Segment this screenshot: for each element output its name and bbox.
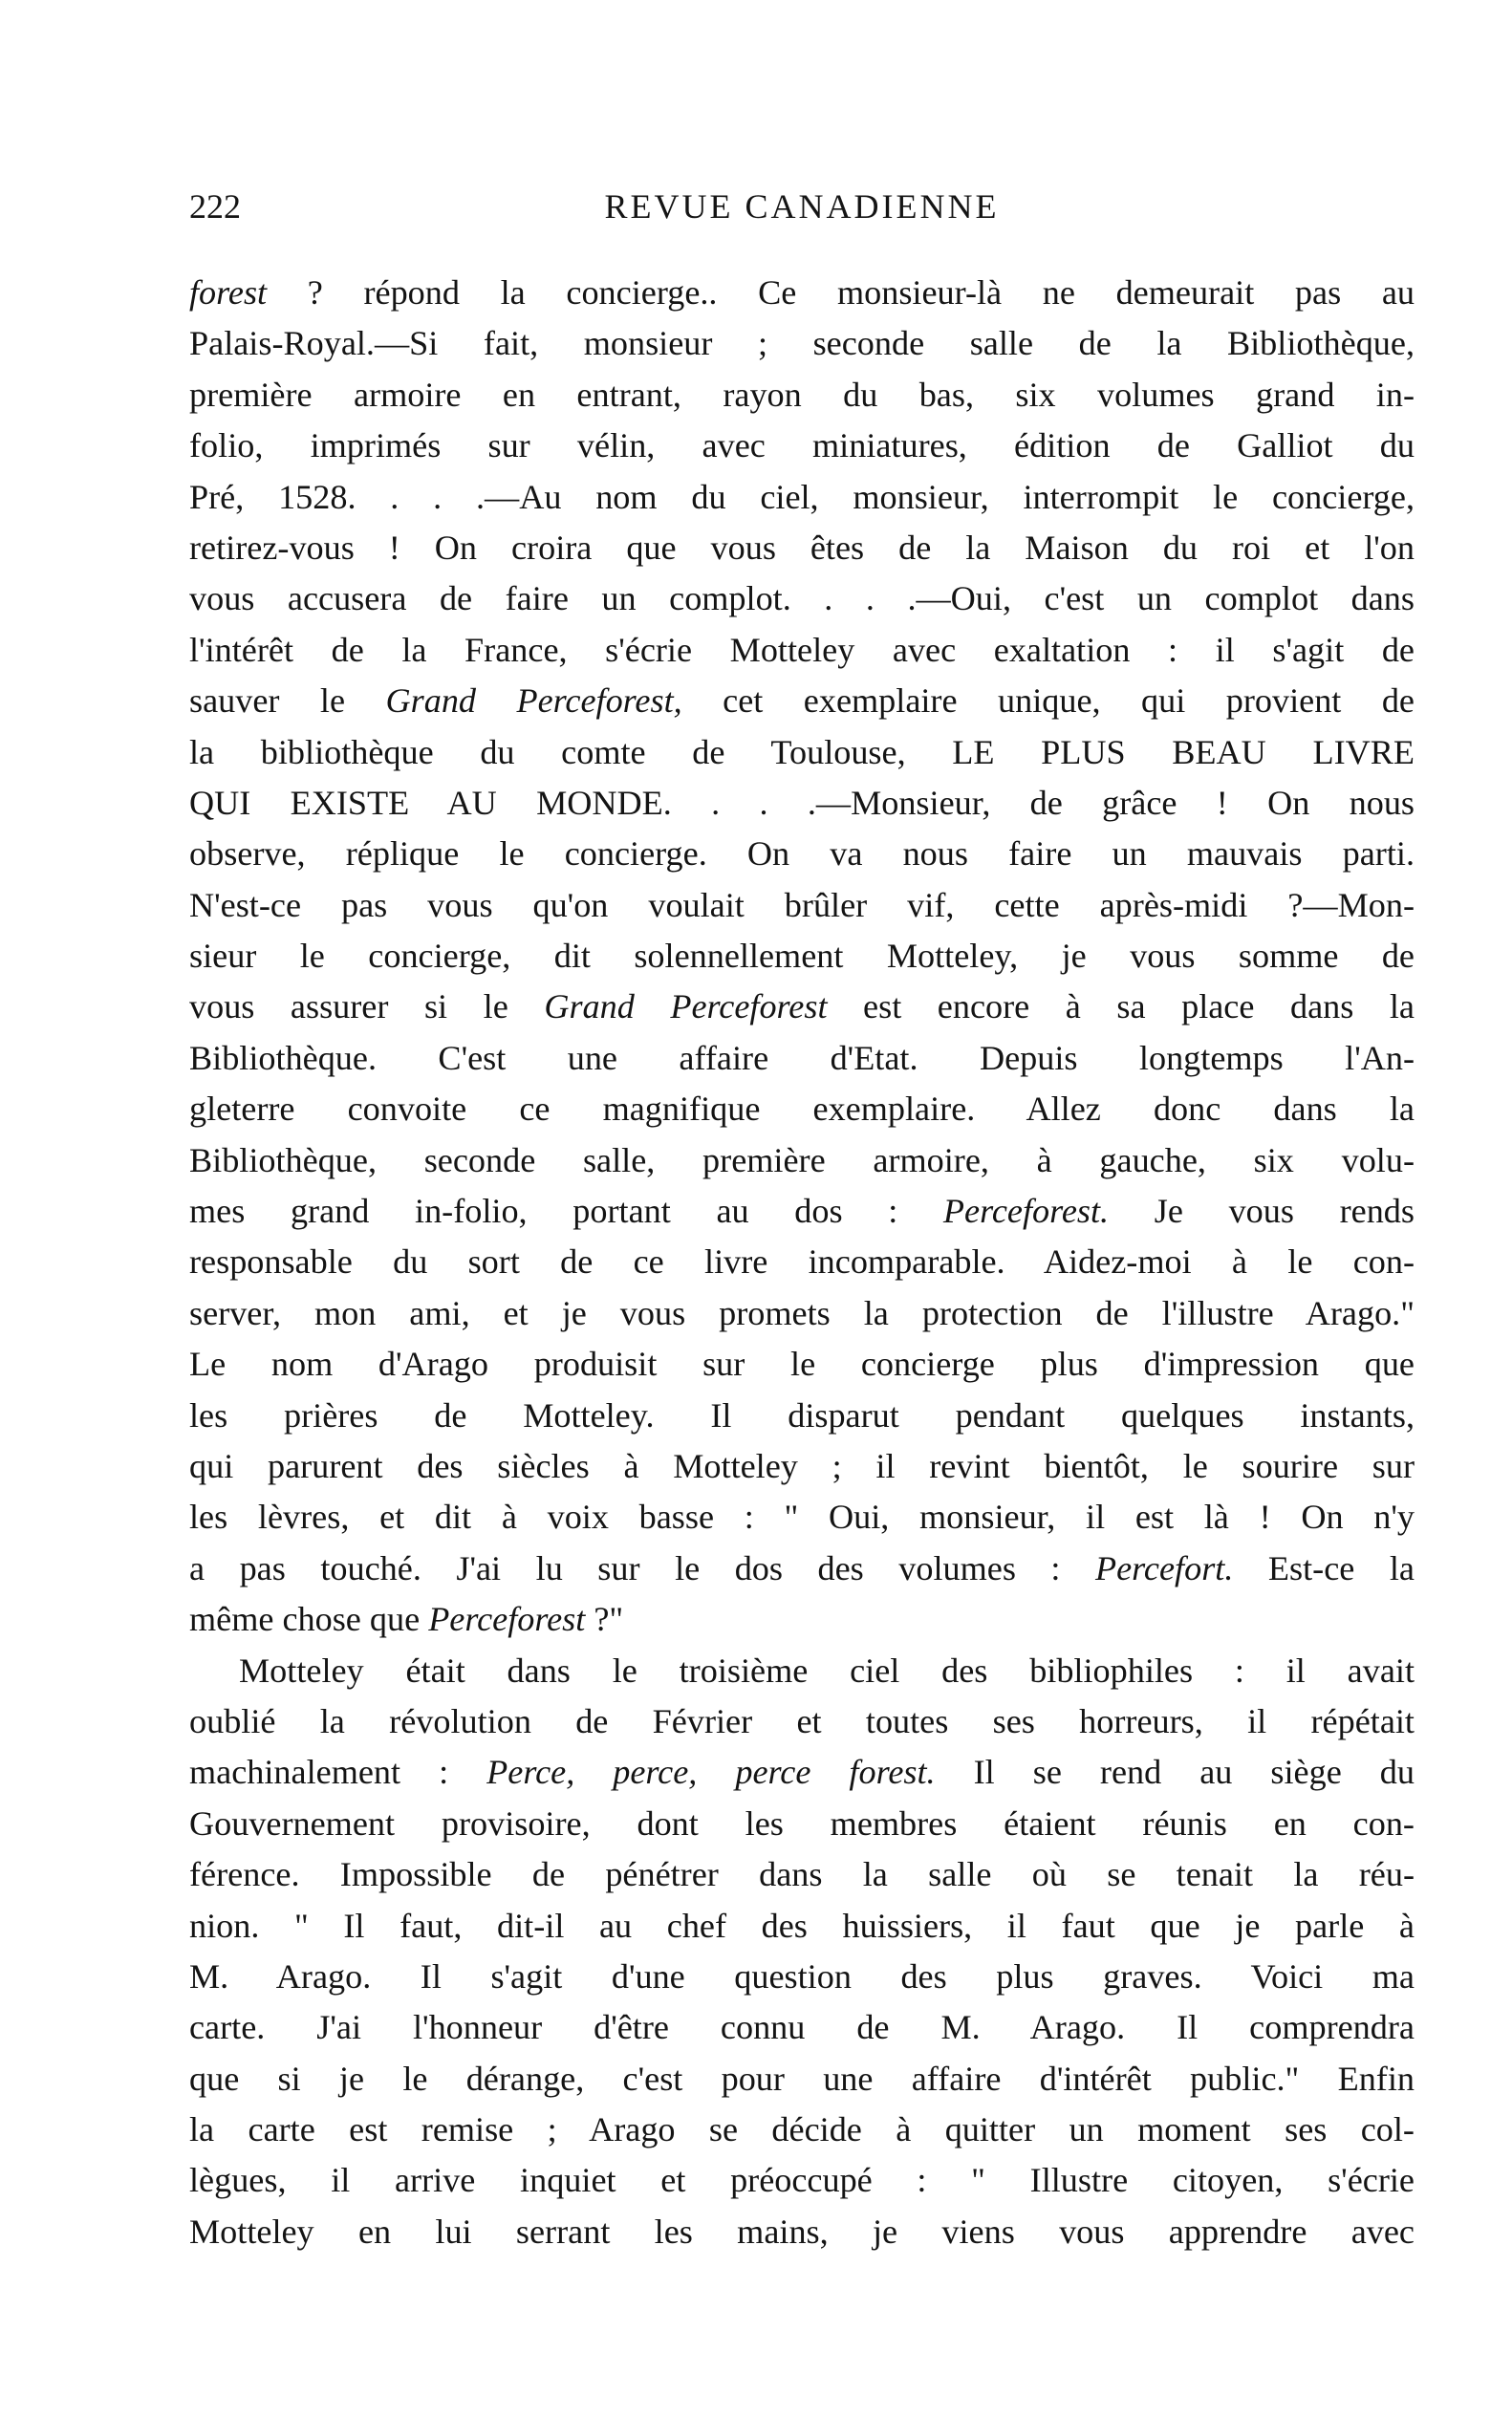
text-line: qui parurent des siècles à Motteley ; il revint bientôt, le sourire sur	[189, 1446, 1415, 1485]
text-line: mes grand in-folio, portant au dos : Perceforest. Je vous rends	[189, 1192, 1415, 1231]
text-line: oublié la révolution de Février et toutes ses horreurs, il répétait	[189, 1701, 1415, 1740]
text-line: folio, imprimés sur vélin, avec miniatures, édition de Galliot du	[189, 426, 1415, 465]
text-line: QUI EXISTE AU MONDE. . . .—Monsieur, de grâce ! On nous	[189, 783, 1415, 822]
text-line: Gouvernement provisoire, dont les membres étaient réunis en con-	[189, 1803, 1415, 1843]
text-line: retirez-vous ! On croira que vous êtes de la Maison du roi et l'on	[189, 528, 1415, 567]
text-line: vous assurer si le Grand Perceforest est encore à sa place dans la	[189, 987, 1415, 1026]
text-line: Le nom d'Arago produisit sur le concierge plus d'impression que	[189, 1345, 1415, 1384]
text-line: server, mon ami, et je vous promets la protection de l'illustre Arago."	[189, 1293, 1415, 1332]
text-line: la bibliothèque du comte de Toulouse, LE PLUS BEAU LIVRE	[189, 732, 1415, 771]
text-line: sieur le concierge, dit solennellement Motteley, je vous somme de	[189, 937, 1415, 976]
page-header	[189, 184, 1415, 229]
text-line: même chose que Perceforest ?"	[189, 1600, 624, 1639]
text-line: carte. J'ai l'honneur d'être connu de M. Arago. Il comprendra	[189, 2008, 1415, 2047]
text-line: a pas touché. J'ai lu sur le dos des volumes : Percefort. Est-ce la	[189, 1548, 1415, 1587]
text-line: machinalement : Perce, perce, perce forest. Il se rend au siège du	[189, 1753, 1415, 1792]
text-line: lègues, il arrive inquiet et préoccupé : " Illustre citoyen, s'écrie	[189, 2161, 1415, 2200]
text-line: N'est-ce pas vous qu'on voulait brûler vif, cette après-midi ?—Mon-	[189, 885, 1415, 924]
text-line: les lèvres, et dit à voix basse : " Oui, monsieur, il est là ! On n'y	[189, 1498, 1415, 1537]
running-head: REVUE CANADIENNE	[604, 187, 1000, 226]
text-line: Bibliothèque. C'est une affaire d'Etat. Depuis longtemps l'An-	[189, 1038, 1415, 1077]
text-line: observe, réplique le concierge. On va nous faire un mauvais parti.	[189, 834, 1415, 874]
text-line: nion. " Il faut, dit-il au chef des huissiers, il faut que je parle à	[189, 1906, 1415, 1945]
text-line: Motteley en lui serrant les mains, je viens vous apprendre avec	[189, 2212, 1415, 2251]
text-line: M. Arago. Il s'agit d'une question des plus graves. Voici ma	[189, 1956, 1415, 1996]
text-line: sauver le Grand Perceforest, cet exemplaire unique, qui provient de	[189, 681, 1415, 721]
text-line: gleterre convoite ce magnifique exemplaire. Allez donc dans la	[189, 1090, 1415, 1129]
text-line: la carte est remise ; Arago se décide à quitter un moment ses col-	[189, 2110, 1415, 2149]
text-line: Pré, 1528. . . .—Au nom du ciel, monsieur, interrompit le concierge,	[189, 477, 1415, 516]
text-line: les prières de Motteley. Il disparut pendant quelques instants,	[189, 1395, 1415, 1435]
text-line: Motteley était dans le troisième ciel des bibliophiles : il avait	[239, 1651, 1415, 1690]
text-line: férence. Impossible de pénétrer dans la salle où se tenait la réu-	[189, 1855, 1415, 1894]
text-line: forest ? répond la concierge.. Ce monsieur-là ne demeurait pas au	[189, 273, 1415, 312]
page-number: 222	[189, 187, 241, 226]
text-line: que si je le dérange, c'est pour une affaire d'intérêt public." Enfin	[189, 2059, 1415, 2098]
text-line: Bibliothèque, seconde salle, première armoire, à gauche, six volu-	[189, 1140, 1415, 1179]
text-line: l'intérêt de la France, s'écrie Motteley avec exaltation : il s'agit de	[189, 630, 1415, 669]
text-line: vous accusera de faire un complot. . . .—Oui, c'est un complot dans	[189, 579, 1415, 618]
body-text	[189, 268, 1415, 2257]
text-line: responsable du sort de ce livre incomparable. Aidez-moi à le con-	[189, 1242, 1415, 1282]
text-line: première armoire en entrant, rayon du bas, six volumes grand in-	[189, 375, 1415, 414]
text-line: Palais-Royal.—Si fait, monsieur ; seconde salle de la Bibliothèque,	[189, 324, 1415, 363]
